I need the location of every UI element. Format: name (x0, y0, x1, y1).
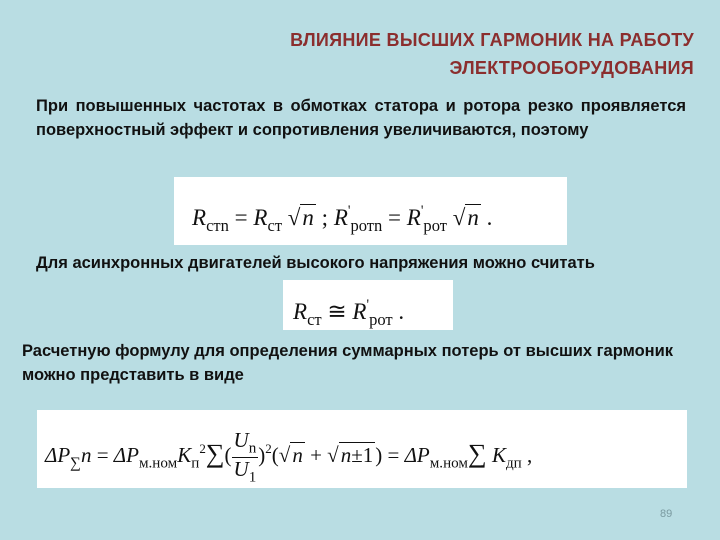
formula-radicand: n (302, 204, 314, 230)
formula-resistance-approx (283, 280, 453, 330)
formula-symbol: ΔP (404, 443, 430, 468)
formula-symbol: R (333, 204, 348, 230)
formula-operator: = (91, 443, 114, 468)
formula-subscript: ст (267, 215, 283, 235)
formula-separator: ; (315, 204, 334, 230)
formula-resistance-harmonic (174, 177, 567, 245)
formula-prime: ' (347, 203, 351, 219)
formula-operator: = (382, 443, 405, 468)
formula-end: . (480, 204, 493, 230)
formula-symbol: R (352, 298, 367, 324)
slide-title-line-1: ВЛИЯНИЕ ВЫСШИХ ГАРМОНИК НА РАБОТУ (290, 30, 694, 50)
formula-prime: ' (366, 297, 370, 313)
formula-subscript: ротn (350, 215, 383, 235)
formula-plus-minus: ±1 (351, 443, 374, 468)
formula-symbol: ΔP (113, 443, 139, 468)
formula-subscript: рот (369, 309, 393, 329)
formula-symbol: n (80, 443, 92, 468)
formula-radicand: n (292, 443, 303, 468)
formula-symbol: U (233, 456, 249, 481)
formula-subscript: 1 (248, 469, 257, 486)
fraction-denominator (232, 458, 259, 486)
formula-operator: = (228, 204, 254, 230)
formula-exponent: 2 (265, 441, 272, 456)
sqrt-symbol: √n (452, 204, 479, 230)
formula-fraction (232, 429, 259, 486)
formula-subscript: n (248, 439, 257, 456)
formula-operator: = (382, 204, 407, 230)
formula-subscript: ст (307, 309, 322, 329)
slide-title-line-2: ЭЛЕКТРООБОРУДОВАНИЯ (449, 58, 694, 78)
formula-symbol: n (340, 443, 352, 468)
formula-symbol: R (293, 298, 308, 324)
formula-end: . (392, 298, 405, 324)
formula-symbol: R (406, 204, 421, 230)
page-number: 89 (660, 508, 673, 520)
formula-subscript: м.ном (429, 455, 468, 472)
formula-total-losses: $\Delta P_\sum n = \Delta P_{м.ном}K_п^2\sum$( $\frac{U_n}{U_1}$ )$^2(√n + √n\pm 1) = \Delta P_{м.ном}\sum$ $K_{дп}$ , (37, 410, 687, 488)
formula-subscript: м.ном (138, 455, 178, 472)
formula-subscript: п (191, 455, 200, 472)
formula-symbol: R (192, 204, 207, 230)
sqrt-symbol: √n (287, 204, 314, 230)
formula-sum: ∑ (468, 439, 487, 469)
formula-operator: ≅ (321, 298, 353, 324)
formula-exponent: 2 (199, 441, 206, 456)
sqrt-symbol: √n±1 (327, 443, 374, 468)
fraction-numerator (232, 429, 259, 458)
paragraph-high-voltage: Для асинхронных двигателей высокого напряжения можно считать (36, 254, 595, 272)
formula-symbol: K (177, 443, 192, 468)
formula-radicand (339, 442, 376, 467)
formula-symbol: K (491, 443, 506, 468)
formula-symbol: U (233, 427, 249, 452)
formula-subscript: стn (206, 215, 229, 235)
formula-subscript: дп (505, 455, 522, 472)
formula-end: , (521, 443, 533, 468)
paragraph-total-losses: Расчетную формулу для определения суммарных потерь от высших гармоник можно представить в виде (22, 342, 674, 384)
formula-sum: ∑ (205, 439, 225, 469)
formula-subscript: ∑ (70, 455, 81, 472)
formula-radicand: n (467, 204, 479, 230)
formula-symbol: R (253, 204, 268, 230)
slide-title (174, 26, 694, 82)
paragraph-skin-effect: При повышенных частотах в обмотках статора и ротора резко проявляется поверхностный эффект и сопротивления увеличиваются, поэтому (36, 97, 686, 139)
formula-subscript: рот (423, 215, 447, 235)
formula-symbol: ΔP (45, 443, 71, 468)
sqrt-symbol: √n (278, 443, 303, 468)
formula-prime: ' (420, 203, 424, 219)
